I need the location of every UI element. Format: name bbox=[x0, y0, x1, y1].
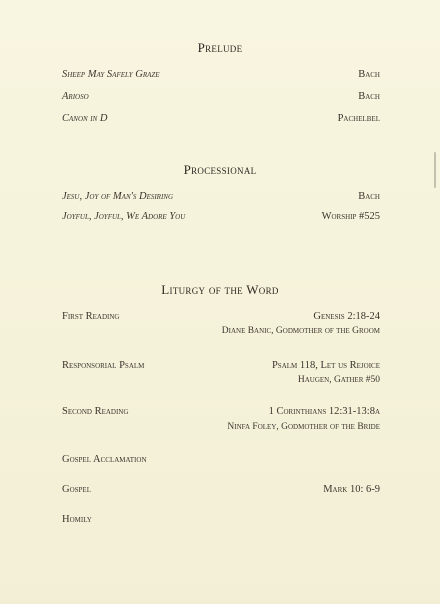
liturgy-item-reference: Mark 10: 6-9 bbox=[323, 484, 380, 495]
liturgy-item-reference: 1 Corinthians 12:31-13:8a bbox=[268, 406, 380, 417]
prelude-item-title: Sheep May Safely Graze bbox=[62, 69, 160, 80]
liturgy-item-label: First Reading bbox=[62, 311, 120, 322]
liturgy-item-label: Second Reading bbox=[62, 406, 129, 417]
liturgy-item-label: Responsorial Psalm bbox=[62, 360, 145, 371]
prelude-item-composer: Bach bbox=[358, 91, 380, 102]
processional-heading: Processional bbox=[183, 162, 257, 177]
processional-item bbox=[62, 209, 380, 225]
liturgy-item-label: Gospel Acclamation bbox=[62, 454, 147, 465]
prelude-item bbox=[62, 111, 380, 127]
prelude-heading: Prelude bbox=[197, 40, 243, 55]
prelude-item-composer: Bach bbox=[358, 69, 380, 80]
prelude-item-composer: Pachelbel bbox=[337, 113, 380, 124]
prelude-item-title: Arioso bbox=[62, 91, 89, 102]
processional-item-composer: Worship #525 bbox=[321, 211, 380, 222]
liturgy-item-reference: Psalm 118, Let us Rejoice bbox=[271, 360, 380, 371]
liturgy-item bbox=[62, 512, 380, 528]
liturgy-item-reader: Ninfa Foley, Godmother of the Bride bbox=[227, 422, 380, 432]
processional-item-composer: Bach bbox=[358, 191, 380, 202]
liturgy-item-label: Homily bbox=[62, 514, 92, 525]
liturgy-item-label: Gospel bbox=[62, 484, 91, 495]
processional-item bbox=[62, 189, 380, 205]
processional-item-title: Jesu, Joy of Man's Desiring bbox=[62, 191, 174, 202]
liturgy-item bbox=[62, 309, 380, 325]
prelude-item-title: Canon in D bbox=[62, 113, 108, 124]
processional-item-title: Joyful, Joyful, We Adore You bbox=[62, 211, 186, 222]
liturgy-item bbox=[62, 482, 380, 498]
prelude-item bbox=[62, 67, 380, 83]
liturgy-item-reference: Genesis 2:18-24 bbox=[313, 311, 380, 322]
liturgy-item-reader: Haugen, Gather #50 bbox=[297, 375, 380, 385]
liturgy-item bbox=[62, 404, 380, 420]
liturgy-heading: Liturgy of the Word bbox=[161, 282, 279, 297]
liturgy-item bbox=[62, 452, 380, 468]
liturgy-item bbox=[62, 358, 380, 374]
liturgy-item-reader: Diane Banic, Godmother of the Groom bbox=[221, 326, 380, 336]
prelude-item bbox=[62, 89, 380, 105]
